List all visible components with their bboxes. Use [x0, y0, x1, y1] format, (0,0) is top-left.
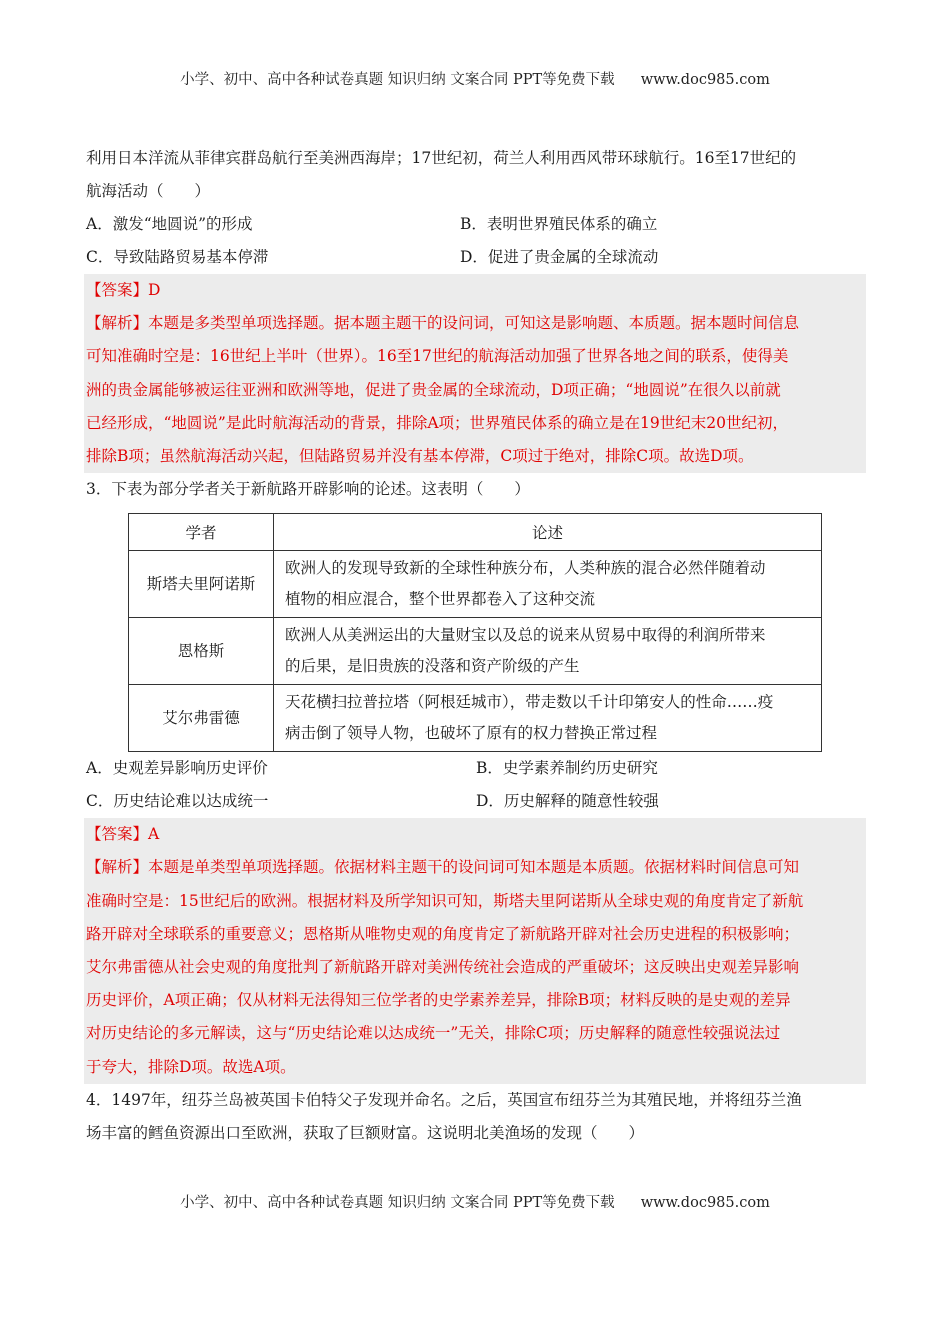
- scholar-statement: [274, 685, 822, 752]
- table-header-row: [129, 514, 822, 551]
- q2-option-a: A．激发“地圆说”的形成: [86, 215, 253, 233]
- table-row: [129, 551, 822, 618]
- q3-options-row: [86, 785, 866, 818]
- statement-line: 欧洲人从美洲运出的大量财宝以及总的说来从贸易中取得的利润所带来: [285, 626, 766, 645]
- q3-analysis-line: 【解析】本题是单类型单项选择题。依据材料主题干的设问词可知本题是本质题。依据材料时间信息可知: [86, 858, 800, 877]
- q3-analysis-line: 于夸大，排除D项。故选A项。: [86, 1057, 296, 1076]
- q3-answer-block: [84, 818, 866, 1084]
- table-header-scholar: 学者: [129, 514, 274, 551]
- q2-options-row: [86, 208, 866, 241]
- q3-answer: 【答案】A: [86, 825, 160, 844]
- table-header-statement: 论述: [274, 514, 822, 551]
- scholar-name: 恩格斯: [129, 618, 274, 685]
- q2-analysis-line: 已经形成，“地圆说”是此时航海活动的背景，排除A项；世界殖民体系的确立是在19世纪末20世纪初，: [86, 413, 788, 432]
- scholar-statement: [274, 551, 822, 618]
- table-row: [129, 618, 822, 685]
- q2-stem-line: 航海活动（ ）: [86, 182, 211, 200]
- table-row: [129, 685, 822, 752]
- q3-option-b: B．史学素养制约历史研究: [476, 759, 658, 778]
- q3-option-d: D．历史解释的随意性较强: [476, 792, 659, 811]
- q3-analysis-line: 历史评价，A项正确；仅从材料无法得知三位学者的史学素养差异，排除B项；材料反映的是史观的差异: [86, 991, 791, 1010]
- q3-analysis-line: 路开辟对全球联系的重要意义；恩格斯从唯物史观的角度肯定了新航路开辟对社会历史进程的积极影响；: [86, 924, 800, 943]
- q2-answer: 【答案】D: [86, 281, 161, 299]
- q2-options-row: [86, 241, 866, 274]
- q2-answer-block: [84, 274, 866, 473]
- document-body: [86, 142, 866, 1150]
- statement-line: 的后果，是旧贵族的没落和资产阶级的产生: [285, 657, 580, 676]
- statement-line: 病击倒了领导人物，也破坏了原有的权力替换正常过程: [285, 724, 658, 743]
- header-text: 小学、初中、高中各种试卷真题 知识归纳 文案合同 PPT等免费下载: [180, 72, 615, 88]
- footer-site-link[interactable]: www.doc985.com: [640, 1195, 770, 1211]
- question-3: [86, 473, 866, 1084]
- q2-stem-line: 利用日本洋流从菲律宾群岛航行至美洲西海岸；17世纪初，荷兰人利用西风带环球航行。16至17世纪的: [86, 149, 797, 167]
- statement-line: 欧洲人的发现导致新的全球性种族分布，人类种族的混合必然伴随着动: [285, 559, 766, 578]
- q3-analysis-line: 艾尔弗雷德从社会史观的角度批判了新航路开辟对美洲传统社会造成的严重破坏；这反映出史观差异影响: [86, 958, 800, 977]
- scholar-name: 艾尔弗雷德: [129, 685, 274, 752]
- page-header: [0, 68, 950, 89]
- scholar-statement: [274, 618, 822, 685]
- statement-line: 天花横扫拉普拉塔（阿根廷城市），带走数以千计印第安人的性命……疫: [285, 693, 774, 712]
- statement-line: 植物的相应混合，整个世界都卷入了这种交流: [285, 590, 596, 609]
- scholars-table: [128, 513, 822, 752]
- q2-option-c: C．导致陆路贸易基本停滞: [86, 248, 269, 266]
- q3-analysis-line: 对历史结论的多元解读，这与“历史结论难以达成统一”无关，排除C项；历史解释的随意性较强说法过: [86, 1024, 781, 1043]
- q3-analysis-line: 准确时空是：15世纪后的欧洲。根据材料及所学知识可知，斯塔夫里阿诺斯从全球史观的角度肯定了新航: [86, 891, 804, 910]
- q3-option-a: A．史观差异影响历史评价: [86, 759, 268, 778]
- q3-options-row: [86, 752, 866, 785]
- q4-stem-line: 场丰富的鳕鱼资源出口至欧洲，获取了巨额财富。这说明北美渔场的发现（ ）: [86, 1123, 645, 1142]
- page-footer: [0, 1191, 950, 1212]
- question-2: [86, 142, 866, 473]
- q3-option-c: C．历史结论难以达成统一: [86, 792, 269, 811]
- scholar-name: 斯塔夫里阿诺斯: [129, 551, 274, 618]
- footer-text: 小学、初中、高中各种试卷真题 知识归纳 文案合同 PPT等免费下载: [180, 1195, 615, 1211]
- q2-analysis-line: 【解析】本题是多类型单项选择题。据本题主题干的设问词，可知这是影响题、本质题。据本题时间信息: [86, 314, 800, 333]
- q2-analysis-line: 可知准确时空是：16世纪上半叶（世界）。16至17世纪的航海活动加强了世界各地之间的联系，使得美: [86, 347, 789, 366]
- q2-analysis-line: 排除B项；虽然航海活动兴起，但陆路贸易并没有基本停滞，C项过于绝对，排除C项。故选D项。: [86, 447, 754, 466]
- header-site-link[interactable]: www.doc985.com: [640, 72, 770, 88]
- q2-option-d: D．促进了贵金属的全球流动: [460, 248, 659, 266]
- q4-stem-line: 4．1497年，纽芬兰岛被英国卡伯特父子发现并命名。之后，英国宣布纽芬兰为其殖民地，并将纽芬兰渔: [86, 1090, 802, 1109]
- question-4: [86, 1084, 866, 1150]
- q2-analysis-line: 洲的贵金属能够被运往亚洲和欧洲等地，促进了贵金属的全球流动，D项正确；“地圆说”在很久以前就: [86, 380, 781, 399]
- q3-stem: 3．下表为部分学者关于新航路开辟影响的论述。这表明（ ）: [86, 480, 530, 499]
- q2-option-b: B．表明世界殖民体系的确立: [460, 215, 658, 233]
